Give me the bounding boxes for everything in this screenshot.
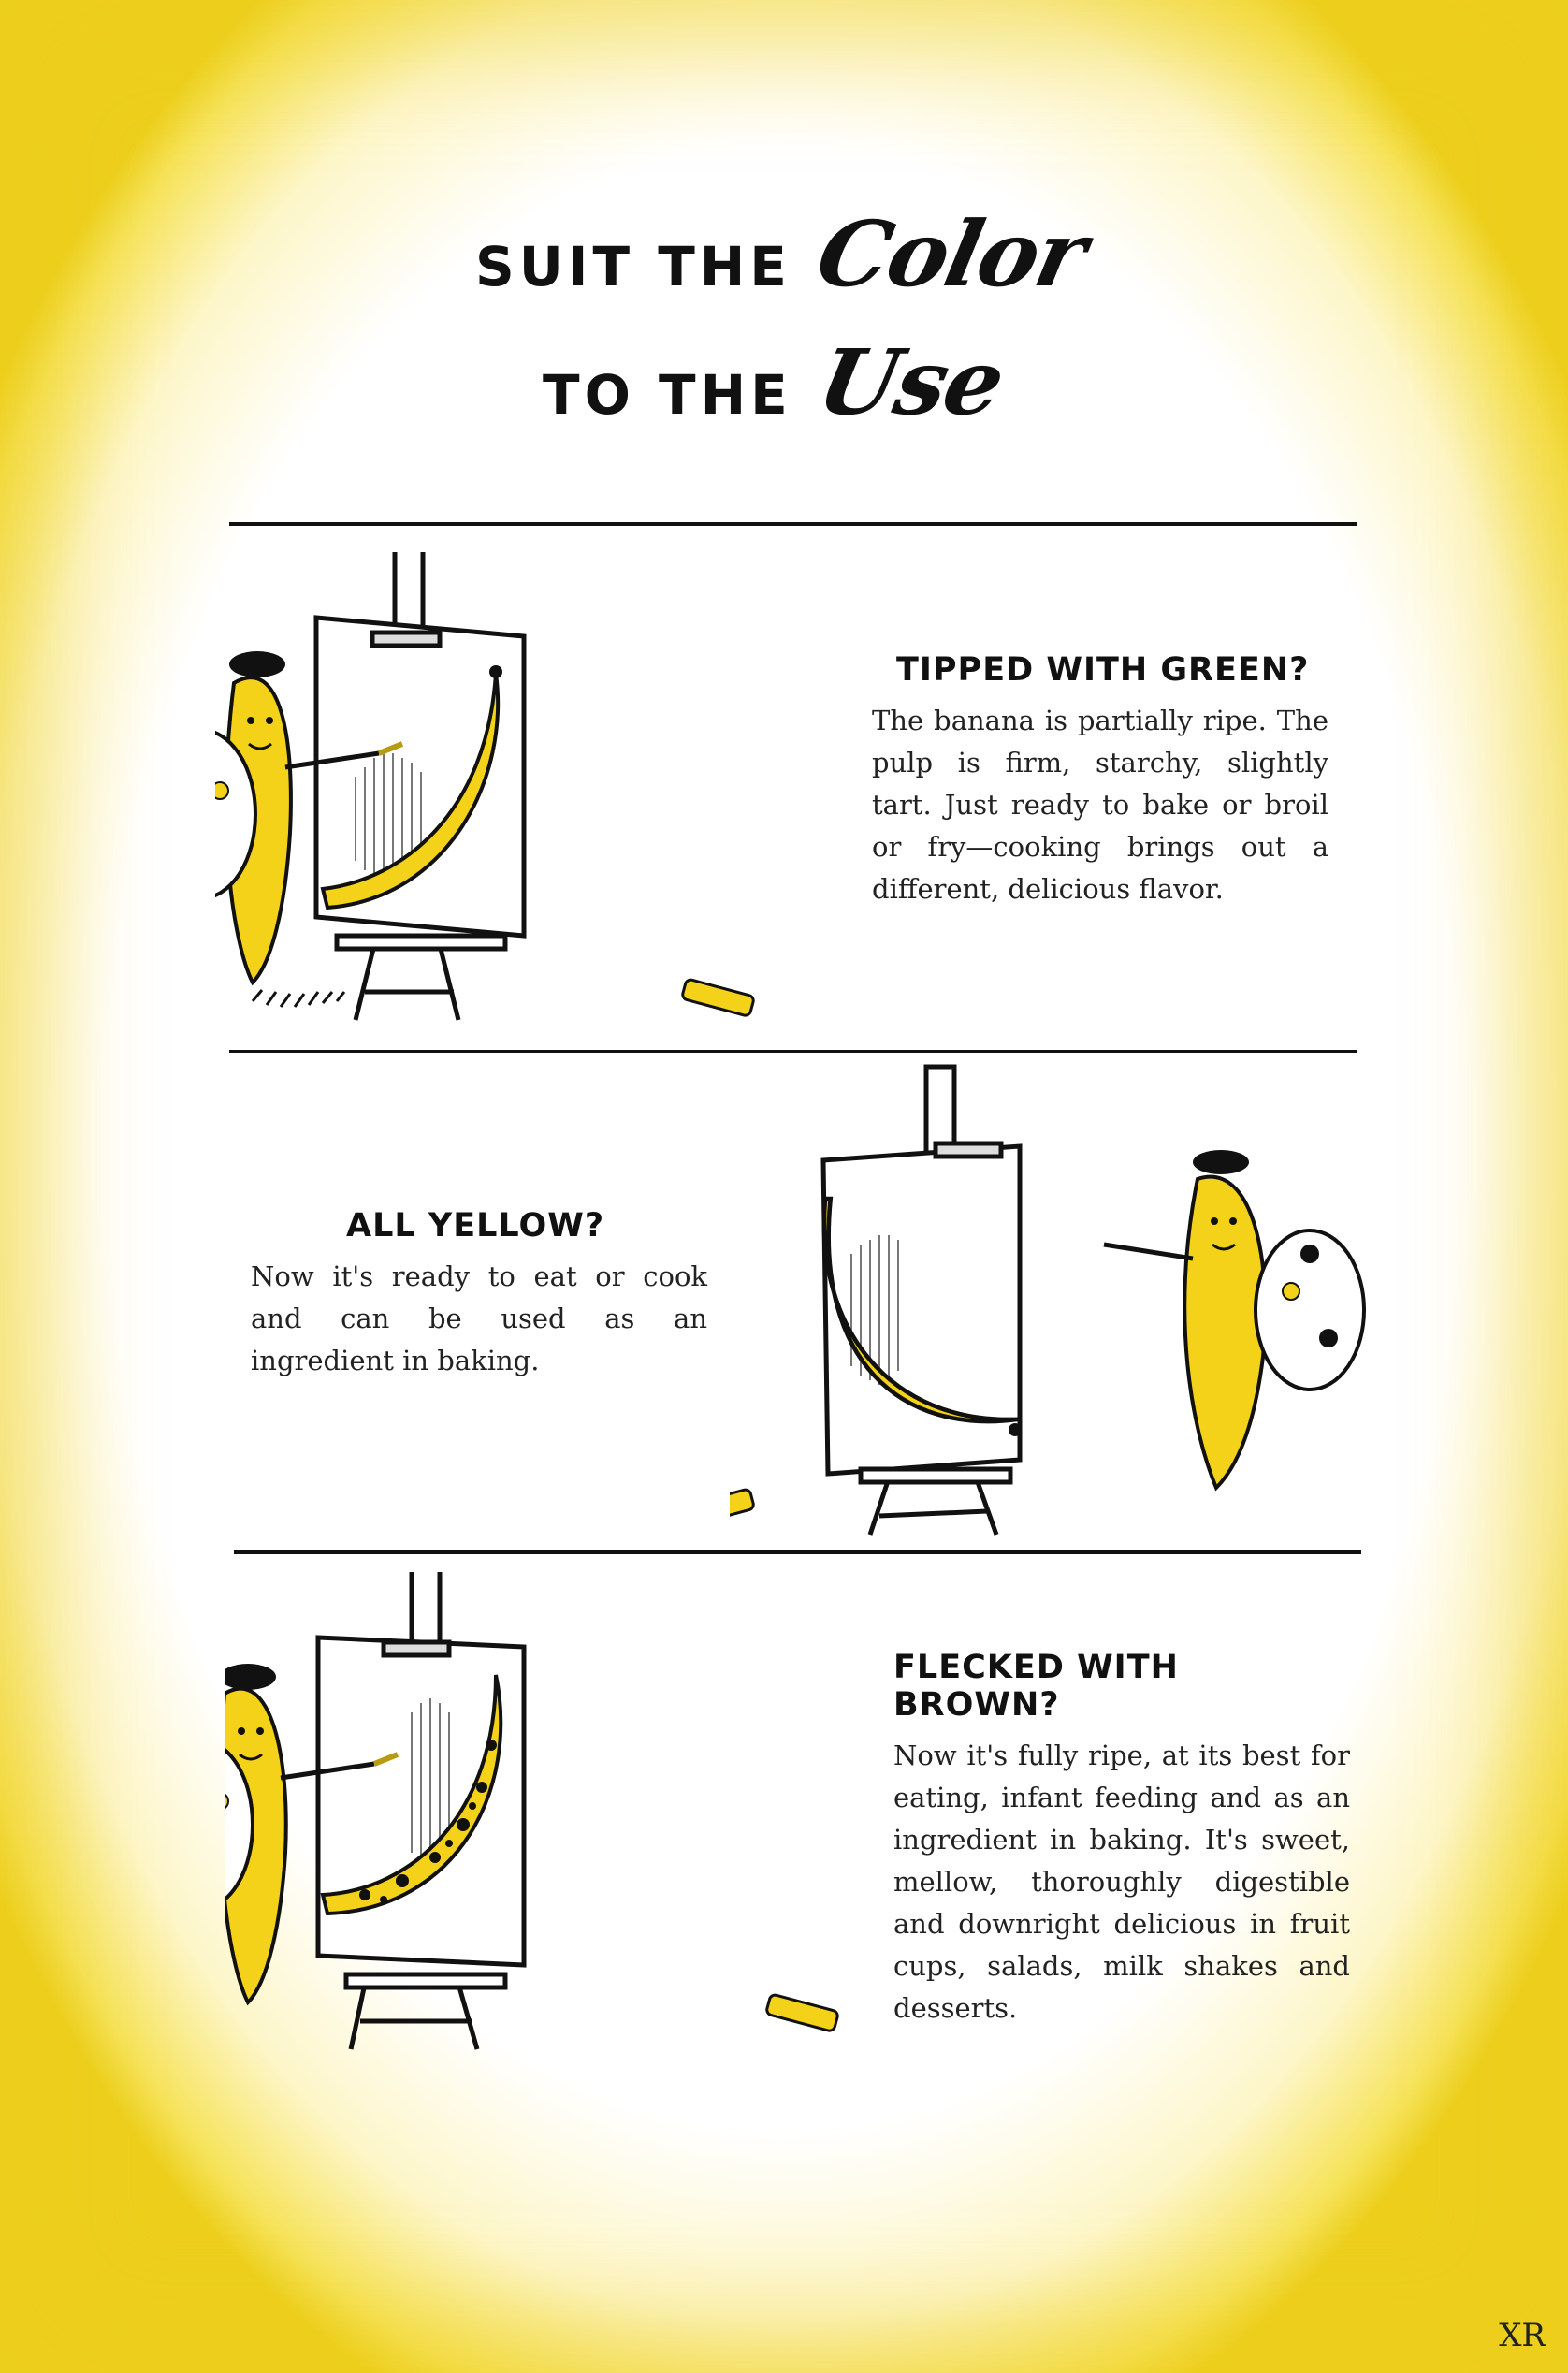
paint-palette-icon (1256, 1230, 1364, 1390)
divider-middle (229, 1050, 1357, 1053)
banana-painter-illustration-2 (730, 1057, 1385, 1544)
heading-line-1 (475, 201, 1095, 307)
heading-script-text-1: Color (807, 201, 1095, 307)
divider-top (229, 522, 1357, 526)
section-body: The banana is partially ripe. The pulp is firm, starchy, slightly tart. Just ready to bake or broil or fry—cooking brings out a different, delicious flavor. (872, 705, 1328, 905)
heading-block-text-1: SUIT THE (475, 235, 791, 298)
section-body: Now it's fully ripe, at its best for eating, infant feeding and as an ingredient in baking. It's sweet, mellow, thoroughly digestible and downright delicious in fruit cups, salads, milk shakes and desserts. (893, 1740, 1350, 2024)
heading-block-text-2: TO THE (543, 363, 792, 427)
banana-painter-illustration-3 (225, 1572, 879, 2077)
heading-line-2 (543, 329, 1012, 435)
section-title: ALL YELLOW? (346, 1207, 605, 1245)
section-flecked-brown (893, 1649, 1350, 2030)
banana-tip-icon (1009, 1423, 1022, 1436)
divider-bottom (234, 1550, 1361, 1554)
section-body: Now it's ready to eat or cook and can be used as an ingredient in baking. (251, 1260, 707, 1376)
paint-tube-icon (730, 1489, 755, 1527)
heading-script-text-2: Use (808, 329, 1012, 435)
floor-shadow-icon (253, 990, 344, 1007)
paint-tube-icon (681, 979, 754, 1017)
section-title: TIPPED WITH GREEN? (896, 651, 1310, 689)
paint-tube-icon (765, 1994, 838, 2032)
corner-mark: XR (1499, 2317, 1546, 2354)
banana-artist-icon (1104, 1150, 1265, 1488)
banana-tip-icon (489, 665, 502, 678)
section-title: FLECKED WITH BROWN? (893, 1649, 1179, 1724)
section-tipped-green (872, 651, 1328, 910)
easel-icon (823, 1067, 1020, 1535)
banana-painter-illustration-1 (215, 552, 870, 1048)
page-heading (0, 0, 1568, 449)
section-all-yellow (251, 1207, 707, 1382)
